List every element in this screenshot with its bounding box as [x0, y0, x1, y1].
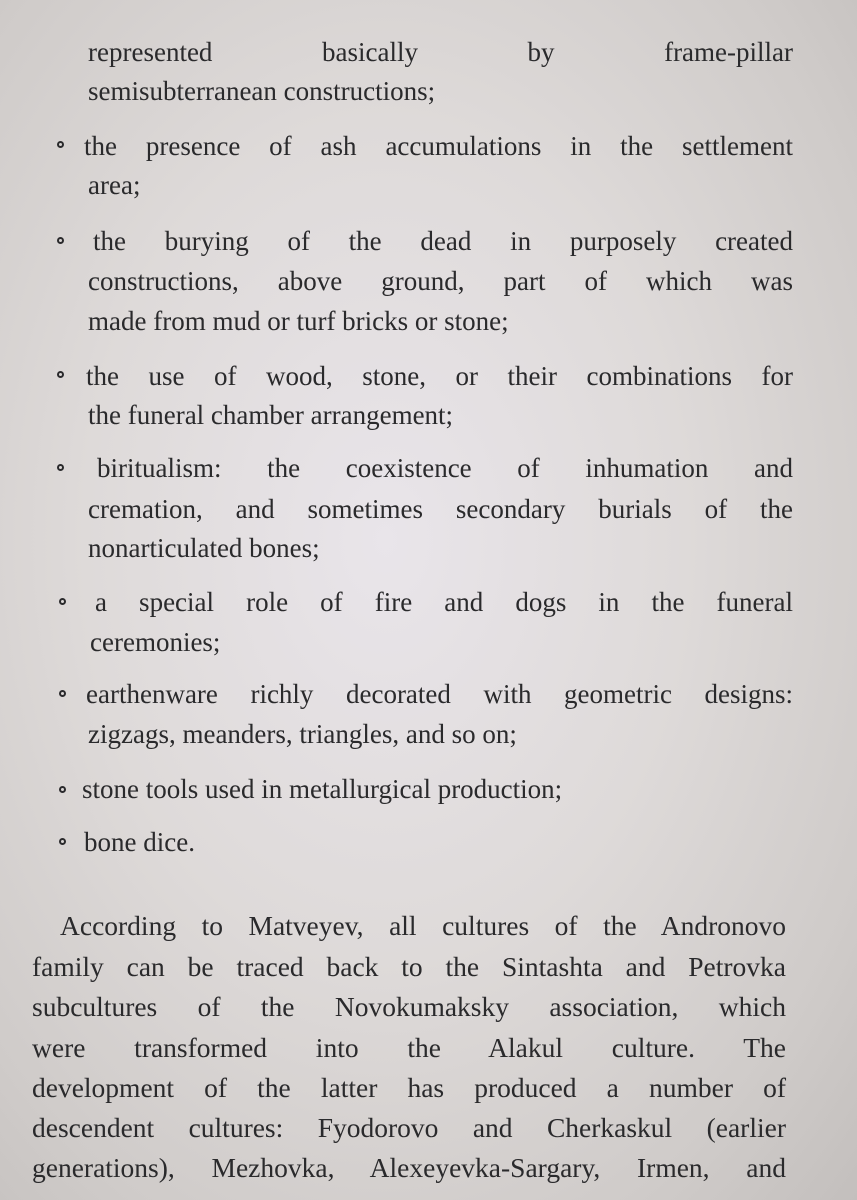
text-line: descendent cultures: Fyodorovo and Cherkaskul (earlier	[32, 1112, 786, 1143]
text-line: generations), Mezhovka, Alexeyevka-Sargary, Irmen, and	[32, 1152, 786, 1183]
text-line: made from mud or turf bricks or stone;	[88, 306, 509, 336]
bullet-icon	[59, 690, 66, 697]
text-line: ceremonies;	[90, 627, 221, 657]
bullet-icon	[59, 598, 66, 605]
text-line: a special role of fire and dogs in the funeral	[95, 587, 793, 617]
text-line: bone dice.	[84, 827, 195, 857]
text-line: subcultures of the Novokumaksky association, which	[32, 991, 786, 1022]
text-line: earthenware richly decorated with geometric designs:	[86, 679, 793, 709]
bullet-icon	[59, 838, 66, 845]
text-line: the burying of the dead in purposely created	[93, 226, 793, 256]
bullet-icon	[57, 464, 64, 471]
text-line: the use of wood, stone, or their combinations for	[86, 361, 793, 391]
text-line: nonarticulated bones;	[88, 533, 320, 563]
text-line: zigzags, meanders, triangles, and so on;	[88, 719, 517, 749]
text-line: stone tools used in metallurgical production;	[82, 774, 563, 804]
text-line: According to Matveyev, all cultures of the Andronovo	[60, 910, 786, 941]
text-line: the presence of ash accumulations in the settlement	[84, 131, 793, 161]
text-line: development of the latter has produced a number of	[32, 1072, 786, 1103]
text-line: area;	[88, 170, 141, 200]
text-line: were transformed into the Alakul culture. The	[32, 1032, 786, 1063]
text-line: semisubterranean constructions;	[88, 76, 436, 106]
text-line: family can be traced back to the Sintashta and Petrovka	[32, 951, 786, 982]
bullet-icon	[57, 371, 64, 378]
bullet-icon	[57, 237, 64, 244]
text-line: biritualism: the coexistence of inhumation and	[97, 453, 793, 483]
text-line: represented basically by frame-pillar	[88, 37, 793, 67]
text-line: the funeral chamber arrangement;	[88, 400, 454, 430]
bullet-icon	[59, 786, 66, 793]
text-line: constructions, above ground, part of which was	[88, 266, 793, 296]
text-line: cremation, and sometimes secondary burials of the	[88, 494, 793, 524]
bullet-icon	[57, 141, 64, 148]
